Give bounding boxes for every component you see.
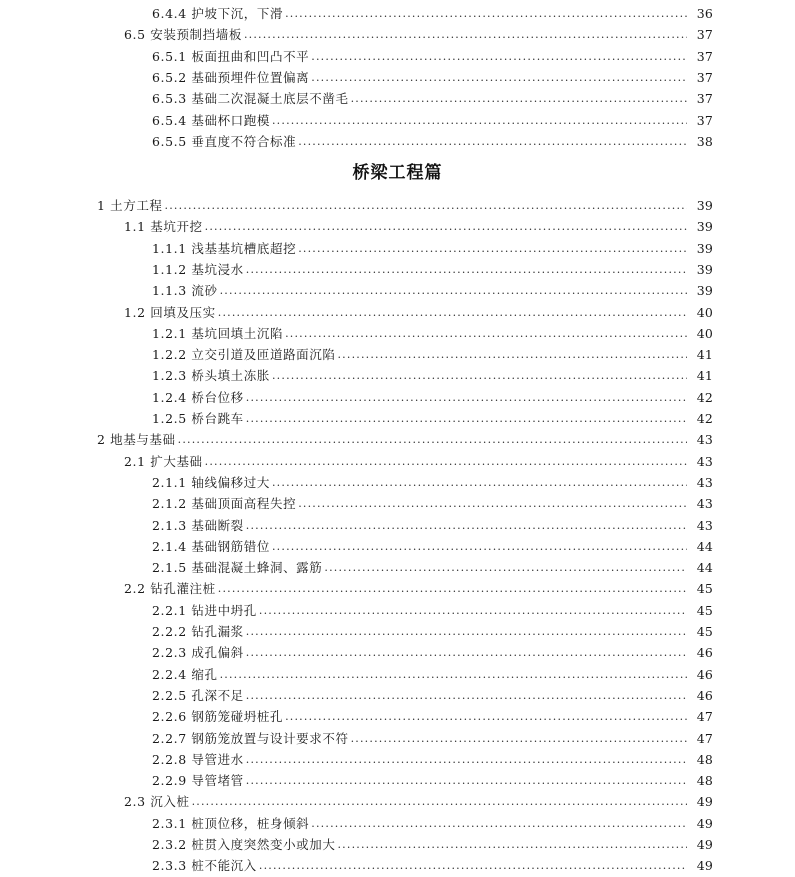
toc-leader-dots (218, 305, 687, 321)
toc-entry-label: 2.2.6 钢筋笼碰坍桩孔 (152, 709, 284, 725)
toc-entry-label: 1 土方工程 (97, 198, 163, 213)
toc-entry-page: 39 (696, 198, 713, 213)
toc-entry[interactable] (124, 790, 713, 810)
toc-entry-page: 46 (696, 666, 713, 682)
toc-entry-page: 41 (696, 368, 713, 384)
section-heading: 桥梁工程篇 (352, 163, 443, 183)
toc-entry-label: 2.1.2 基础顶面高程失控 (152, 496, 297, 512)
toc-entry-label: 2 地基与基础 (97, 432, 176, 448)
toc-entry-label: 6.5.2 基础预埋件位置偏离 (152, 69, 310, 85)
toc-entry-label: 2.2.8 导管进水 (152, 751, 244, 767)
toc-entry-page: 47 (696, 709, 713, 725)
toc-entry-page: 43 (696, 432, 713, 448)
toc-entry[interactable] (152, 854, 713, 874)
toc-entry-page: 48 (696, 773, 713, 789)
toc-entry[interactable] (97, 428, 713, 448)
toc-leader-dots (351, 731, 687, 747)
toc-entry-label: 1.2.2 立交引道及匝道路面沉陷 (152, 347, 336, 363)
toc-leader-dots (220, 283, 687, 299)
toc-entry-page: 37 (696, 48, 713, 64)
toc-leader-dots (246, 262, 687, 278)
toc-entry[interactable] (152, 2, 713, 22)
toc-entry-page: 49 (696, 858, 713, 874)
toc-leader-dots (272, 475, 687, 491)
toc-leader-dots (246, 688, 687, 704)
toc-entry-label: 2.1.4 基础钢筋错位 (152, 538, 270, 554)
toc-entry-page: 40 (696, 325, 713, 341)
toc-entry-label: 2.2.2 钻孔漏浆 (152, 624, 244, 639)
toc-leader-dots (259, 858, 687, 874)
toc-leader-dots (244, 27, 687, 43)
toc-entry-label: 6.5.5 垂直度不符合标准 (152, 133, 297, 149)
toc-entry-page: 45 (696, 624, 713, 639)
toc-entry-label: 1.1.3 流砂 (152, 283, 218, 299)
toc-entry[interactable] (152, 407, 713, 427)
toc-entry[interactable] (152, 769, 713, 789)
toc-entry-page: 48 (696, 751, 713, 767)
toc-leader-dots (246, 752, 687, 768)
toc-leader-dots (178, 432, 687, 448)
toc-entry-page: 40 (696, 304, 713, 320)
toc-entry-page: 43 (696, 453, 713, 469)
toc-entry[interactable] (152, 684, 713, 704)
toc-entry-page: 49 (696, 794, 713, 810)
toc-leader-dots (246, 624, 687, 640)
toc-entry-page: 42 (696, 411, 713, 426)
toc-entry[interactable] (152, 535, 713, 555)
toc-entry[interactable] (152, 66, 713, 86)
toc-entry-label: 1.1 基坑开挖 (124, 219, 203, 235)
toc-entry-label: 2.2.5 孔深不足 (152, 687, 244, 703)
toc-leader-dots (218, 581, 687, 597)
toc-entry[interactable] (152, 663, 713, 683)
toc-entry-page: 44 (696, 538, 713, 554)
toc-entry-page: 43 (696, 496, 713, 512)
toc-entry-label: 2.2 钻孔灌注桩 (124, 581, 216, 597)
toc-entry[interactable] (152, 45, 713, 65)
toc-entry[interactable] (124, 450, 713, 470)
toc-leader-dots (285, 6, 687, 22)
toc-entry-label: 2.3.3 桩不能沉入 (152, 858, 257, 874)
toc-leader-dots (298, 134, 687, 150)
toc-leader-dots (337, 837, 687, 853)
toc-leader-dots (272, 539, 687, 555)
toc-entry-label: 1.2.4 桥台位移 (152, 389, 244, 405)
toc-entry[interactable] (152, 833, 713, 853)
toc-leader-dots (246, 645, 687, 661)
toc-leader-dots (192, 794, 687, 810)
toc-entry[interactable] (152, 641, 713, 661)
toc-entry-page: 46 (696, 687, 713, 703)
toc-entry[interactable] (152, 279, 713, 299)
toc-leader-dots (298, 241, 687, 257)
toc-entry[interactable] (152, 514, 713, 534)
toc-entry-page: 47 (696, 730, 713, 746)
toc-entry[interactable] (97, 194, 713, 214)
toc-entry[interactable] (152, 237, 713, 257)
toc-entry-label: 2.3.1 桩顶位移，桩身倾斜 (152, 815, 310, 831)
toc-entry[interactable] (152, 492, 713, 512)
toc-entry-label: 6.5 安装预制挡墙板 (124, 27, 242, 43)
toc-entry-label: 1.2.5 桥台跳车 (152, 411, 244, 426)
toc-entry[interactable] (124, 215, 713, 235)
toc-entry[interactable] (152, 258, 713, 278)
toc-entry[interactable] (124, 301, 713, 321)
toc-entry-label: 6.4.4 护坡下沉，下滑 (152, 6, 284, 21)
toc-entry-page: 42 (696, 389, 713, 405)
toc-leader-dots (311, 49, 687, 65)
toc-entry-label: 1.2.3 桥头填土冻胀 (152, 368, 270, 384)
toc-entry-page: 39 (696, 240, 713, 256)
toc-entry[interactable] (152, 727, 713, 747)
toc-entry-label: 2.2.9 导管堵管 (152, 773, 244, 789)
toc-entry-page: 37 (696, 91, 713, 107)
toc-leader-dots (311, 816, 687, 832)
toc-entry-label: 1.1.2 基坑浸水 (152, 261, 244, 277)
toc-entry[interactable] (152, 87, 713, 107)
toc-leader-dots (285, 326, 687, 342)
toc-entry-label: 1.1.1 浅基基坑槽底超挖 (152, 240, 297, 256)
toc-leader-dots (246, 411, 687, 427)
toc-entry[interactable] (124, 23, 713, 43)
toc-leader-dots (337, 347, 687, 363)
toc-entry-label: 2.1.5 基础混凝土蜂洞、露筋 (152, 560, 323, 576)
toc-entry[interactable] (152, 322, 713, 342)
toc-entry[interactable] (152, 599, 713, 619)
toc-entry[interactable] (152, 343, 713, 363)
toc-entry-label: 1.2.1 基坑回填土沉陷 (152, 325, 284, 341)
toc-leader-dots (272, 113, 687, 129)
toc-entry[interactable] (152, 364, 713, 384)
toc-leader-dots (165, 198, 687, 214)
toc-leader-dots (285, 709, 687, 725)
toc-entry-label: 2.1 扩大基础 (124, 453, 203, 469)
toc-entry-page: 39 (696, 283, 713, 299)
toc-entry-label: 2.1.1 轴线偏移过大 (152, 474, 270, 490)
toc-entry-page: 45 (696, 581, 713, 597)
toc-entry[interactable] (124, 577, 713, 597)
toc-leader-dots (311, 70, 687, 86)
toc-entry-label: 2.2.1 钻进中坍孔 (152, 602, 257, 618)
toc-entry[interactable] (152, 386, 713, 406)
toc-entry-label: 6.5.4 基础杯口跑模 (152, 112, 270, 128)
toc-entry-label: 1.2 回填及压实 (124, 304, 216, 320)
toc-entry-page: 39 (696, 261, 713, 277)
toc-entry-label: 2.3.2 桩贯入度突然变小或加大 (152, 837, 336, 852)
toc-entry-page: 49 (696, 815, 713, 831)
toc-leader-dots (205, 219, 687, 235)
toc-entry-page: 38 (696, 133, 713, 149)
toc-entry-label: 6.5.1 板面扭曲和凹凸不平 (152, 48, 310, 64)
toc-entry[interactable] (152, 130, 713, 150)
toc-entry-page: 46 (696, 645, 713, 661)
toc-entry-page: 49 (696, 837, 713, 852)
toc-entry-label: 2.3 沉入桩 (124, 794, 190, 810)
toc-entry-page: 43 (696, 517, 713, 533)
toc-entry[interactable] (152, 748, 713, 768)
toc-leader-dots (246, 390, 687, 406)
toc-entry-label: 2.2.3 成孔偏斜 (152, 645, 244, 661)
toc-leader-dots (259, 603, 687, 619)
toc-entry-label: 2.2.7 钢筋笼放置与设计要求不符 (152, 730, 349, 746)
toc-entry[interactable] (152, 620, 713, 640)
toc-leader-dots (246, 773, 687, 789)
toc-entry-page: 37 (696, 27, 713, 43)
toc-entry[interactable] (152, 705, 713, 725)
toc-entry[interactable] (152, 471, 713, 491)
toc-entry-page: 43 (696, 474, 713, 490)
toc-entry[interactable] (152, 556, 713, 576)
toc-leader-dots (298, 496, 687, 512)
toc-leader-dots (205, 454, 687, 470)
toc-entry-label: 2.1.3 基础断裂 (152, 517, 244, 533)
toc-entry-page: 41 (696, 347, 713, 363)
toc-entry-page: 37 (696, 69, 713, 85)
toc-leader-dots (272, 368, 687, 384)
toc-leader-dots (220, 667, 687, 683)
toc-entry-label: 6.5.3 基础二次混凝土底层不凿毛 (152, 91, 349, 107)
toc-leader-dots (246, 518, 687, 534)
toc-entry[interactable] (152, 812, 713, 832)
toc-entry-page: 39 (696, 219, 713, 235)
toc-entry-page: 37 (696, 112, 713, 128)
toc-entry[interactable] (152, 109, 713, 129)
toc-leader-dots (324, 560, 687, 576)
toc-leader-dots (351, 91, 687, 107)
toc-entry-label: 2.2.4 缩孔 (152, 666, 218, 682)
toc-entry-page: 44 (696, 560, 713, 576)
toc-entry-page: 36 (696, 6, 713, 21)
toc-entry-page: 45 (696, 602, 713, 618)
